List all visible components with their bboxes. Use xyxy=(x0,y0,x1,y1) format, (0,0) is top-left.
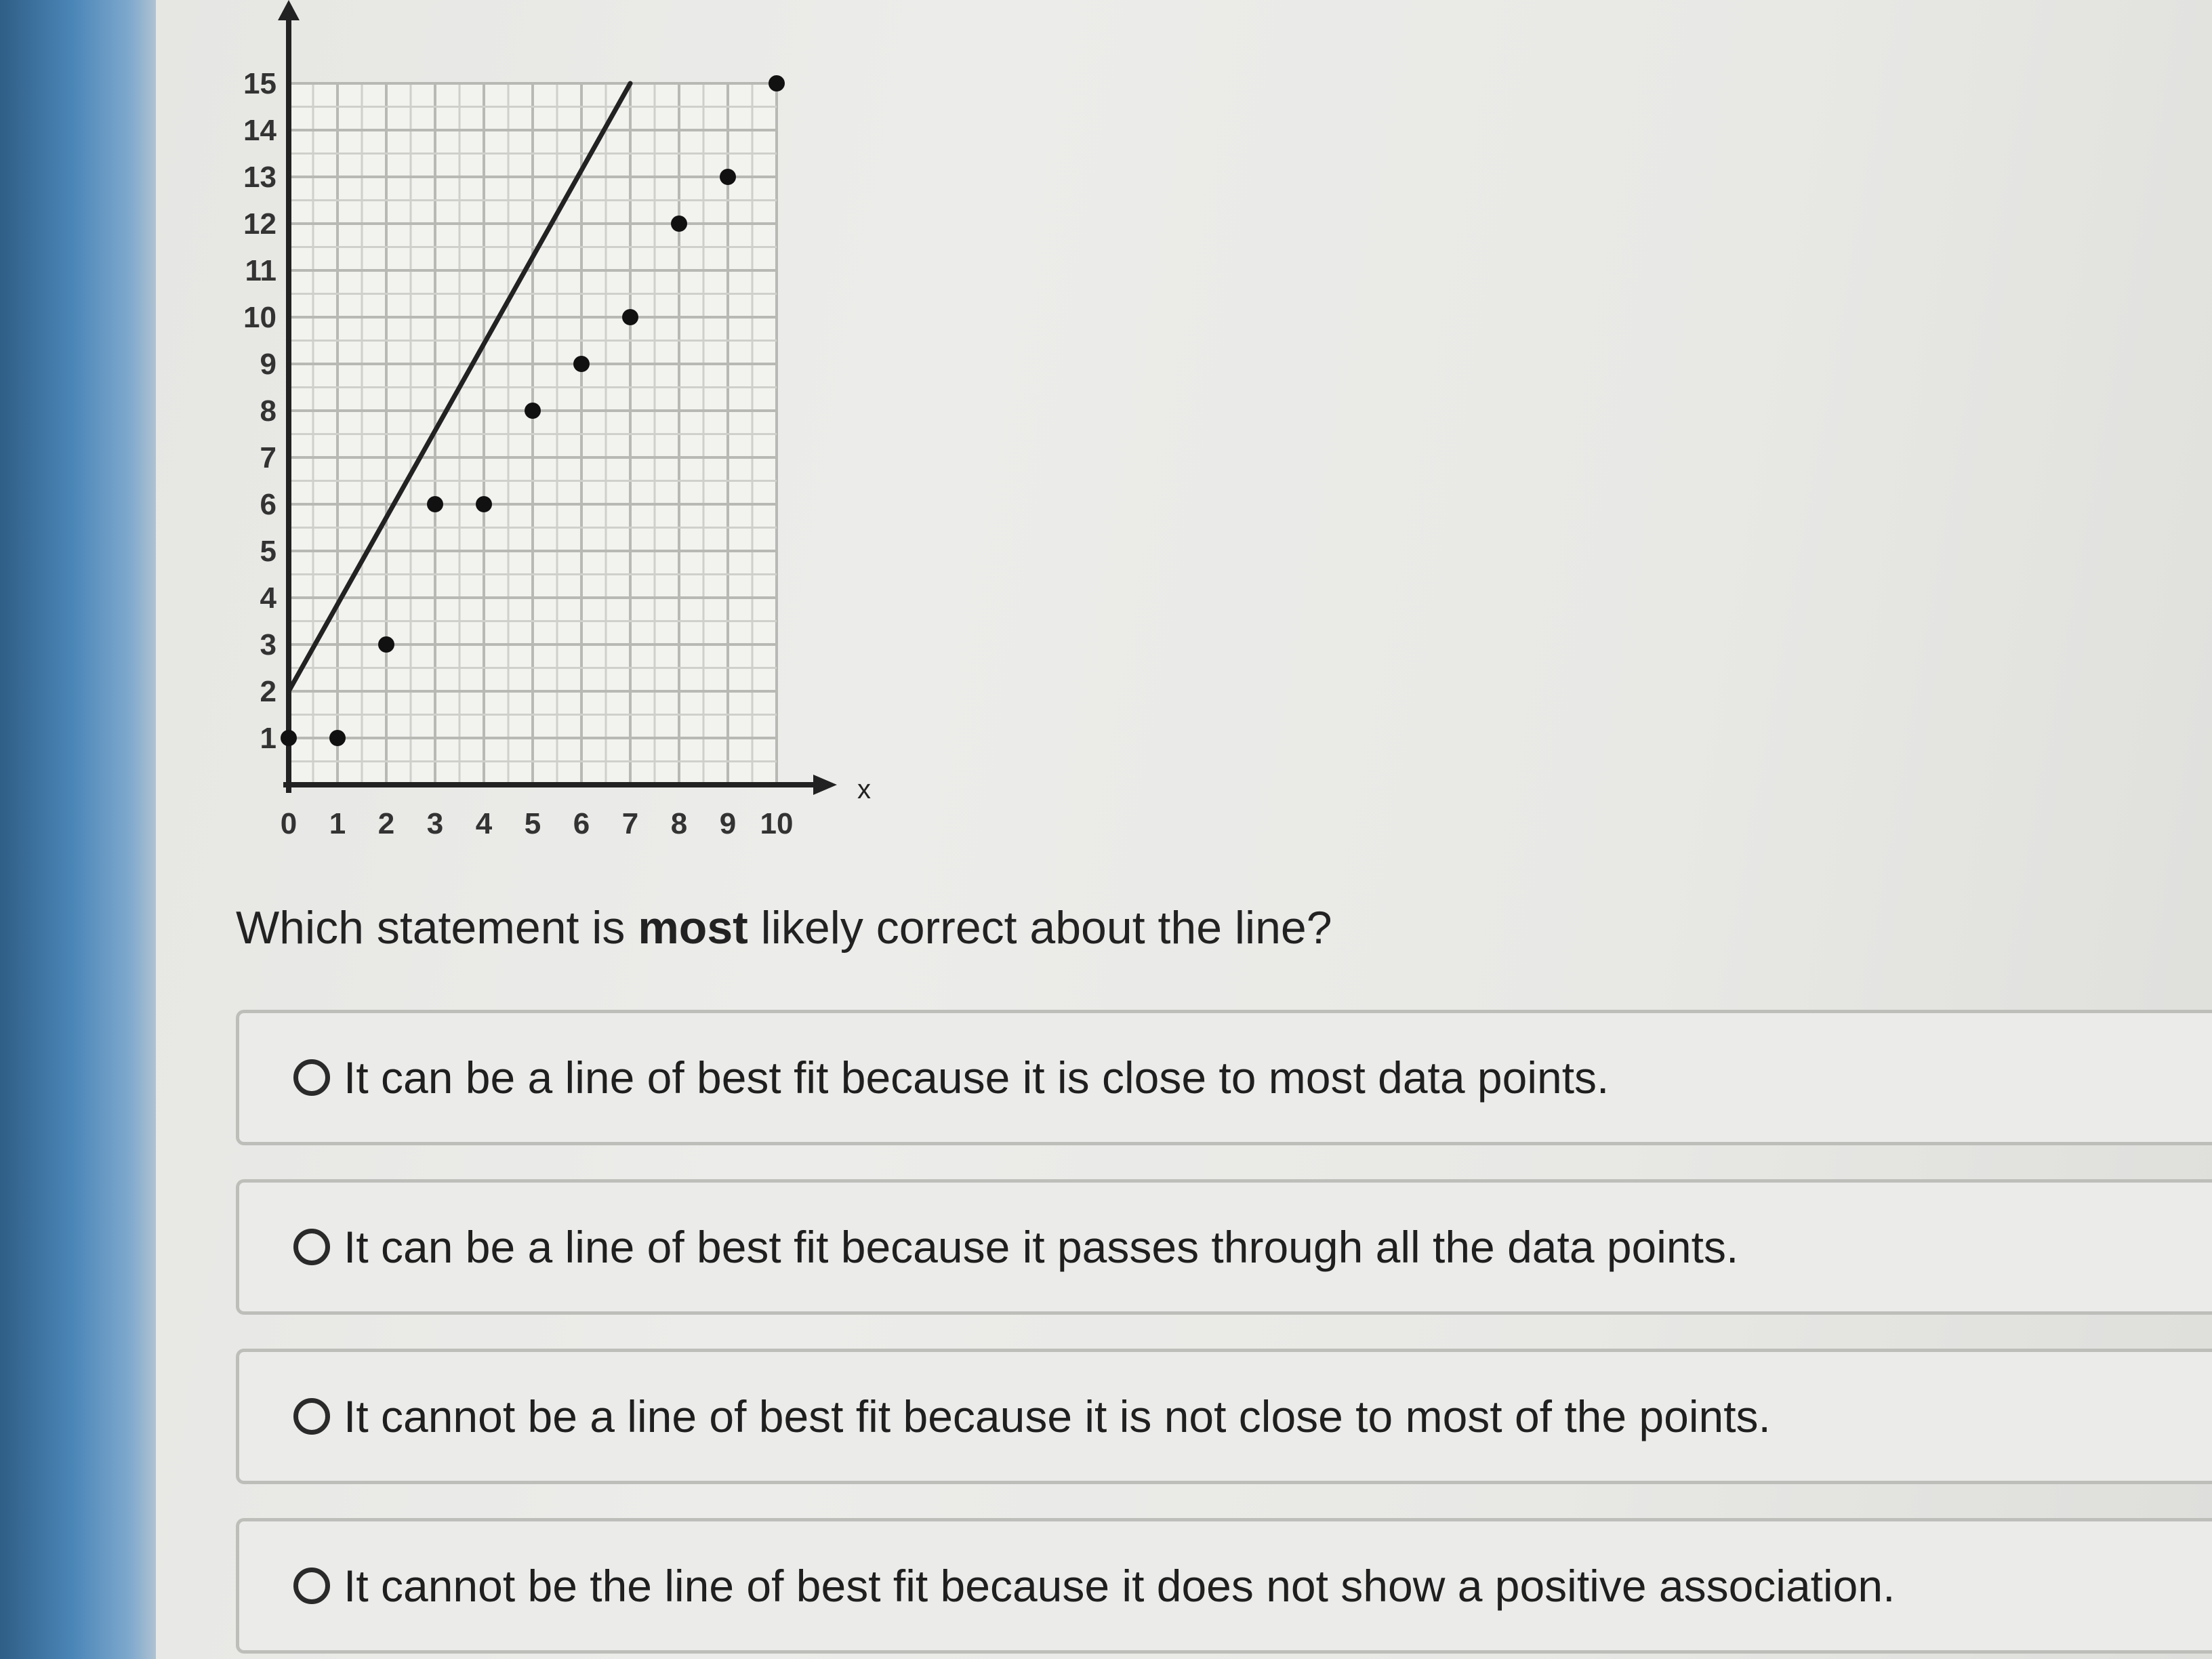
x-tick-label: 3 xyxy=(426,807,444,840)
data-point xyxy=(281,730,297,746)
question-emphasis: most xyxy=(638,902,748,954)
answer-option-4[interactable] xyxy=(236,1518,2212,1654)
y-tick-label: 2 xyxy=(260,675,276,708)
data-point xyxy=(329,730,346,746)
data-point xyxy=(525,403,541,419)
x-tick-label: 5 xyxy=(524,807,541,840)
answer-option-1[interactable] xyxy=(236,1010,2212,1145)
answer-option-3[interactable] xyxy=(236,1349,2212,1484)
data-point xyxy=(476,496,492,512)
left-screen-edge xyxy=(0,0,163,1659)
y-tick-label: 11 xyxy=(245,254,276,287)
y-tick-label: 15 xyxy=(243,67,276,100)
radio-button-icon[interactable] xyxy=(293,1398,330,1435)
x-axis-arrow-icon xyxy=(813,775,837,795)
y-tick-label: 3 xyxy=(260,628,276,661)
y-tick-label: 5 xyxy=(260,535,276,568)
answer-option-text: It can be a line of best fit because it is close to most data points. xyxy=(344,1052,1610,1103)
y-tick-label: 4 xyxy=(260,581,276,615)
y-tick-label: 6 xyxy=(260,488,276,521)
data-point xyxy=(769,75,785,91)
data-point xyxy=(622,309,638,325)
data-point xyxy=(378,636,394,653)
y-tick-label: 12 xyxy=(243,207,276,241)
answer-option-text: It can be a line of best fit because it passes through all the data points. xyxy=(344,1222,1739,1272)
question-part-2: likely correct about the line? xyxy=(747,902,1332,954)
question-text xyxy=(236,901,1332,954)
scatter-plot xyxy=(203,0,922,854)
radio-button-icon[interactable] xyxy=(293,1568,330,1604)
question-part-1: Which statement is xyxy=(236,902,638,954)
x-tick-label: 2 xyxy=(377,807,395,840)
data-point xyxy=(720,169,736,185)
answer-option-text: It cannot be the line of best fit because it does not show a positive association. xyxy=(344,1561,1896,1611)
data-point xyxy=(573,356,590,372)
y-tick-label: 13 xyxy=(243,161,276,194)
y-tick-label: 10 xyxy=(243,301,276,334)
y-tick-label: 1 xyxy=(260,722,276,755)
data-point xyxy=(671,216,687,232)
radio-button-icon[interactable] xyxy=(293,1229,330,1265)
y-tick-label: 14 xyxy=(243,114,276,147)
x-tick-label: 10 xyxy=(760,807,794,840)
x-tick-label: 7 xyxy=(621,807,639,840)
x-tick-label: 8 xyxy=(670,807,688,840)
x-axis-label: x xyxy=(857,775,871,804)
x-tick-label: 4 xyxy=(475,807,493,840)
x-tick-label: 9 xyxy=(719,807,737,840)
x-tick-label: 6 xyxy=(573,807,590,840)
x-tick-label: 1 xyxy=(329,807,346,840)
radio-button-icon[interactable] xyxy=(293,1059,330,1096)
x-tick-label: 0 xyxy=(280,807,298,840)
y-axis-arrow-icon xyxy=(278,0,300,20)
answer-option-2[interactable] xyxy=(236,1179,2212,1315)
y-tick-label: 7 xyxy=(260,441,276,474)
y-tick-label: 8 xyxy=(260,394,276,428)
y-tick-label: 9 xyxy=(260,348,276,381)
answer-option-text: It cannot be a line of best fit because it is not close to most of the points. xyxy=(344,1391,1771,1441)
data-point xyxy=(427,496,443,512)
